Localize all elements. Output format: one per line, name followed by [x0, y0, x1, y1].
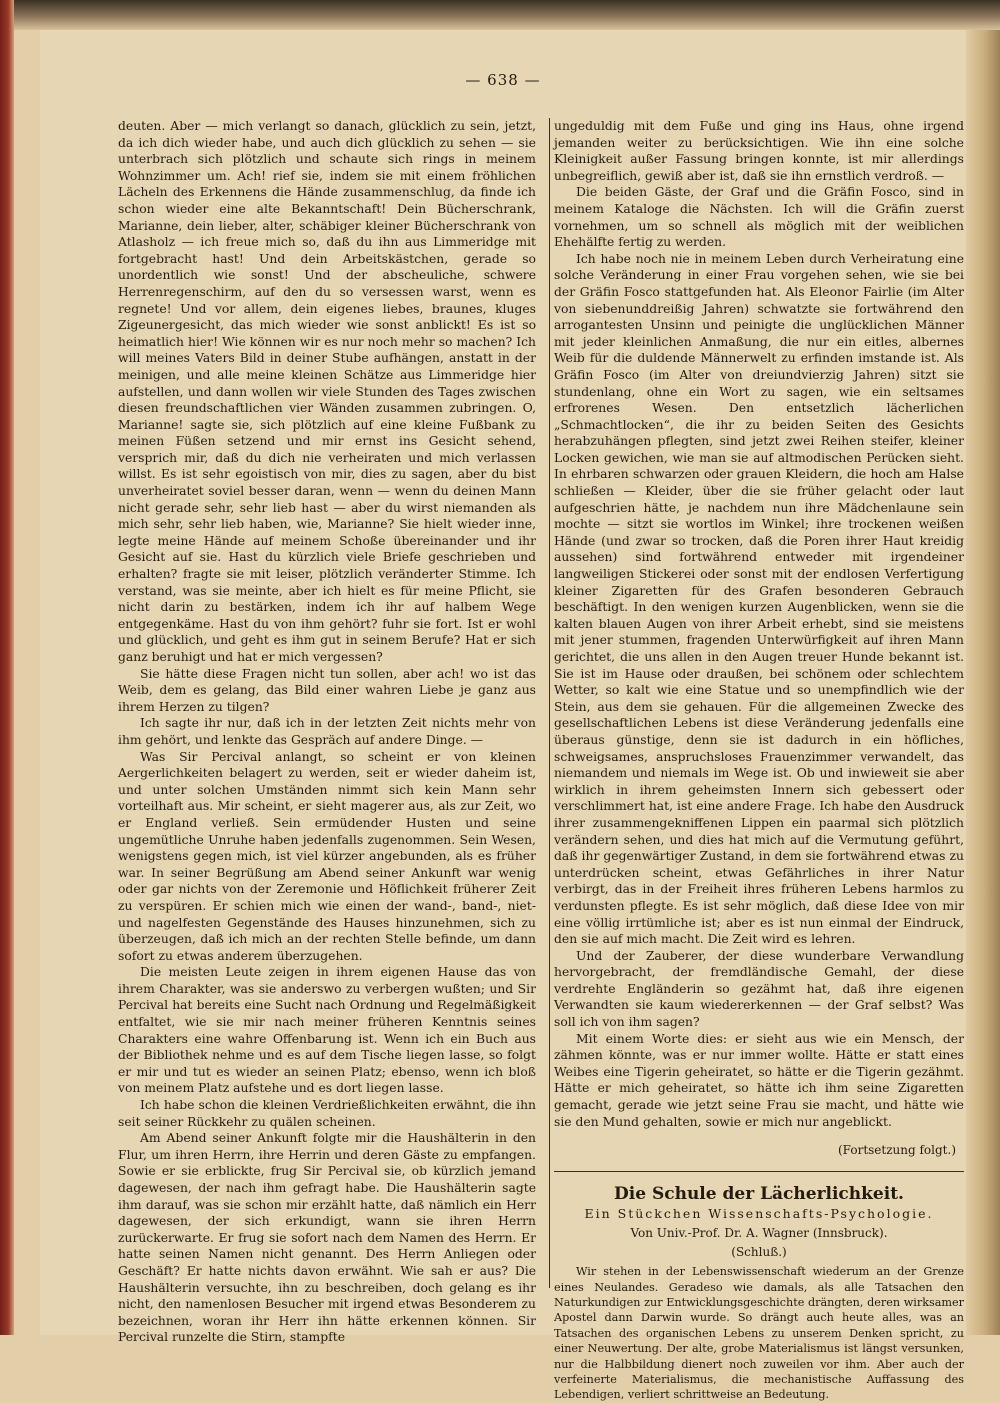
- article-subtitle: Ein Stückchen Wissenschafts-Psychologie.: [584, 1206, 934, 1222]
- right-paragraph: Die beiden Gäste, der Graf und die Gräfin Fosco, sind in meinem Kataloge die Nächsten. Ich will die Gräfin zuerst vornehmen, um so schnell als möglich mit der weiblichen Ehehälfte fertig zu werden.: [554, 185, 964, 250]
- right-paragraph: Und der Zauberer, der diese wunderbare Verwandlung hervorgebracht, der fremdländische Gemahl, der diese verdrehte Engländerin so gezähmt hat, daß ihre eigenen Verwandten sie kaum wiedererkennen — der Graf selbst? Was soll ich von ihm sagen?: [554, 948, 964, 1030]
- article-conclusion-marker: (Schluß.): [731, 1244, 787, 1259]
- left-paragraph: Die meisten Leute zeigen in ihrem eigenen Hause das von ihrem Charakter, was sie anderswo zu verbergen wußten; und Sir Percival hat bereits eine Sucht nach Ordnung und Regelmäßigkeit entfaltet, wie sie mir nach meiner früheren Kenntnis seines Charakters eine wahre Offenbarung ist. Wenn ich ein Buch aus der Bibliothek nehme und es auf dem Tische liegen lasse, so folgt er mir und tut es wieder an seinen Platz; ebenso, wenn ich bloß von meinem Platz aufstehe und es dort liegen lasse.: [118, 965, 536, 1096]
- article-title: Die Schule der Lächerlichkeit.: [614, 1183, 904, 1204]
- column-divider: [549, 118, 550, 1288]
- page-number: — 638 —: [465, 71, 541, 89]
- left-paragraph: Was Sir Percival anlangt, so scheint er von kleinen Aergerlichkeiten belagert zu werden, seit er wieder daheim ist, und unter solchen Umständen nimmt sich kein Mann sehr vorteilhaft aus. Mir scheint, er sieht magerer aus, als zur Zeit, wo er England verließ. Sein ermüdender Husten und seine ungemütliche Unruhe haben jedenfalls zugenommen. Sein Wesen, wenigstens gegen mich, ist viel kürzer angebunden, als es früher war. In seiner Begrüßung am Abend seiner Ankunft war wenig oder gar nichts von der Zeremonie und Höflichkeit früherer Zeit zu verspüren. Er schien mich wie einen der wand-, band-, niet- und nagelfesten Gegenstände des Hauses hinzunehmen, sich zu überzeugen, daß ich mich an der rechten Stelle befinde, um dann sofort zu etwas anderem überzugehen.: [118, 749, 536, 963]
- continuation-note: (Fortsetzung folgt.): [838, 1143, 956, 1158]
- left-paragraph: deuten. Aber — mich verlangt so danach, glücklich zu sein, jetzt, da ich dich wieder habe, und auch dich glücklich zu sehen — sie unterbrach sich plötzlich und schaute sich rings in meinem Wohnzimmer um. Ach! rief sie, indem sie mit einem fröhlichen Lächeln des Erkennens die Hände zusammenschlug, da finde ich schon wieder eine alte Bekanntschaft! Dein Bücherschrank, Marianne, dein lieber, alter, schäbiger kleiner Bücherschrank von Atlasholz — ich freue mich so, daß du ihn aus Limmeridge mit fortgebracht hast! Und dein Arbeitskästchen, gerade so unordentlich wie sonst! Und der abscheuliche, schwere Herrenregenschirm, auf den du so versessen warst, wenn es regnete! Und vor allem, dein eigenes liebes, braunes, kluges Zigeunergesicht, das mich wieder wie sonst anblickt! Es ist so heimatlich hier! Wie können wir es nur noch mehr so machen? Ich will meines Vaters Bild in deiner Stube aufhängen, anstatt in der meinigen, und alle meine kleinen Schätze aus Limmeridge hier aufstellen, und dann wollen wir viele Stunden des Tages zwischen diesen freundschaftlichen vier Wänden zusammen zubringen. O, Marianne! sagte sie, sich plötzlich auf eine kleine Fußbank zu meinen Füßen setzend und mir ernst ins Gesicht sehend, versprich mir, daß du dich nie verheiraten und mich verlassen willst. Es ist sehr egoistisch von mir, dies zu sagen, aber du bist unverheiratet soviel besser daran, wenn — wenn du deinen Mann nicht gerade sehr, sehr lieb hast — aber du wirst niemanden als mich sehr, sehr lieb haben, wie, Marianne? Sie hielt wieder inne, legte meine Hände auf meinem Schoße übereinander und ihr Gesicht auf sie. Hast du kürzlich viele Briefe geschrieben und erhalten? fragte sie mit leiser, plötzlich veränderter Stimme. Ich verstand, was sie meinte, aber ich hielt es für meine Pflicht, sie nicht darin zu bestärken, indem ich ihr auf halbem Wege entgegenkäme. Hast du von ihm gehört? fuhr sie fort. Ist er wohl und glücklich, und geht es ihm gut in seinem Berufe? Hat er sich ganz beruhigt und hat er mich vergessen?: [118, 119, 536, 664]
- page-curl-edge: [966, 30, 1000, 1335]
- right-paragraph: ungeduldig mit dem Fuße und ging ins Haus, ohne irgend jemanden weiter zu berücksichtigen. Wie ihn eine solche Kleinigkeit außer Fassung bringen konnte, ist mir allerdings unbegreiflich, gewiß aber ist, daß sie ihn ernstlich verdroß. —: [554, 119, 964, 183]
- scan-top-edge: [14, 0, 1000, 30]
- left-paragraph: Ich habe schon die kleinen Verdrießlichkeiten erwähnt, die ihn seit seiner Rückkehr zu quälen scheinen.: [118, 1098, 536, 1129]
- article-author: Von Univ.-Prof. Dr. A. Wagner (Innsbruck).: [630, 1226, 888, 1240]
- left-paragraph: Am Abend seiner Ankunft folgte mir die Haushälterin in den Flur, um ihren Herrn, ihre Herrin und deren Gäste zu empfangen. Sowie er sie erblickte, frug Sir Percival sie, ob kürzlich jemand dagewesen, der nach ihm gefragt habe. Die Haushälterin sagte ihm darauf, was sie schon mir erzählt hatte, daß nämlich ein Herr dagewesen, der sich erkundigt, wann sie ihren Herrn zurückerwarte. Er frug sie sofort nach dem Namen des Herrn. Er hatte seinen Namen nicht genannt. Des Herrn Anliegen oder Geschäft? Er hatte nichts davon erwähnt. Wie sah er aus? Die Haushälterin versuchte, ihn zu beschreiben, doch gelang es ihr nicht, den namenlosen Besucher mit irgend etwas Besonderem zu bezeichnen, woran ihr Herr ihn hätte erkennen können. Sir Percival runzelte die Stirn, stampfte: [118, 1131, 536, 1345]
- left-paragraph: Sie hätte diese Fragen nicht tun sollen, aber ach! wo ist das Weib, dem es gelang, das Bild einer wahren Liebe je ganz aus ihrem Herzen zu tilgen?: [118, 666, 536, 714]
- article-body: Wir stehen in der Lebenswissenschaft wiederum an der Grenze eines Neulandes. Geradeso wie damals, als alle Tatsachen den Naturkundigen zur Entwicklungsgeschichte drängten, deren wirksamer Apostel dann Darwin wurde. So drängt auch heute alles, was an Tatsachen des organischen Lebens zu unserem Denken spricht, zu einer Neuwertung. Der alte, grobe Materialismus ist längst versunken, nur die Halbbildung dienert noch zuweilen vor ihm. Aber auch der verfeinerte Materialismus, die mechanistische Auffassung des Lebendigen, verliert schrittweise an Bedeutung.: [554, 1265, 964, 1402]
- section-divider: [554, 1171, 964, 1172]
- right-paragraph: Ich habe noch nie in meinem Leben durch Verheiratung eine solche Veränderung in einer Frau vorgehen sehen, wie sie bei der Gräfin Fosco stattgefunden hat. Als Eleonor Fairlie (im Alter von siebenunddreißig Jahren) schwatzte sie fortwährend den arrogantesten Unsinn und peinigte die unglücklichen Männer mit jeder kleinlichen Anmaßung, die nur ein eitles, albernes Weib für die duldende Männerwelt zu erfinden imstande ist. Als Gräfin Fosco (im Alter von dreiundvierzig Jahren) sitzt sie stundenlang, ohne ein Wort zu sagen, wie ein seltsames erfrorenes Wesen. Den entsetzlich lächerlichen „Schmachtlocken“, die ihr zu beiden Seiten des Gesichts herabzuhängen pflegten, sind jetzt zwei Reihen steifer, kleiner Locken gewichen, wie man sie auf altmodischen Perücken sieht. In ehrbaren schwarzen oder grauen Kleidern, die hoch am Halse schließen — Kleider, über die sie früher gelacht oder laut aufgeschrien hätte, je nachdem nun ihre Mädchenlaune sein mochte — sitzt sie wortlos im Winkel; ihre trockenen weißen Hände (und zwar so trocken, daß die Poren ihrer Haut kreidig aussehen) sind fortwährend entweder mit irgendeiner langweiligen Stickerei oder sonst mit der endlosen Verfertigung kleiner Zigaretten für des Grafen besonderen Gebrauch beschäftigt. In den wenigen kurzen Augenblicken, wenn sie die kalten blauen Augen von ihrer Arbeit erhebt, sind sie meistens mit jener stummen, fragenden Unterwürfigkeit auf ihren Mann gerichtet, die uns allen in den Augen treuer Hunde bekannt ist. Sie ist im Hause oder draußen, bei schönem oder schlechtem Wetter, so kalt wie eine Statue und so unempfindlich wie der Stein, aus dem sie gehauen. Für die allgemeinen Zwecke des gesellschaftlichen Lebens ist diese Veränderung jedenfalls eine überaus günstige, denn sie ist dadurch in ein höfliches, schweigsames, anspruchsloses Frauenzimmer verwandelt, das niemandem und niemals im Wege ist. Ob und inwieweit sie aber wirklich in ihrem geheimsten Innern sich gebessert oder verschlimmert hat, ist eine andere Frage. Ich habe den Ausdruck ihrer zusammengekniffenen Lippen ein paarmal sich plötzlich verändern sehen, und dies hat mich auf die Vermutung geführt, daß ihr gegenwärtiger Zustand, in dem sie fortwährend etwas zu unterdrücken scheint, etwas Gefährliches in ihrer Natur verbirgt, das in der Freiheit ihres früheren Lebens harmlos zu verdunsten pflegte. Es ist sehr möglich, daß diese Idee von mir eine völlig irrtümliche ist; aber es ist nun einmal der Eindruck, den sie auf mich macht. Die Zeit wird es lehren.: [554, 251, 964, 947]
- newspaper-page: [40, 30, 966, 1402]
- book-spine-edge: [0, 0, 14, 1335]
- left-paragraph: Ich sagte ihr nur, daß ich in der letzten Zeit nichts mehr von ihm gehört, und lenkte das Gespräch auf andere Dinge. —: [118, 716, 536, 747]
- left-column: [118, 118, 536, 1345]
- right-column: [554, 118, 964, 1402]
- right-paragraph: Mit einem Worte dies: er sieht aus wie ein Mensch, der zähmen könnte, was er nur immer wollte. Hätte er statt eines Weibes eine Tigerin geheiratet, so hätte er die Tigerin gezähmt. Hätte er mich geheiratet, so hätte ich ihm seine Zigaretten gemacht, gerade wie jetzt seine Frau sie macht, und hätte wie sie den Mund gehalten, sowie er mich nur angeblickt.: [554, 1031, 964, 1129]
